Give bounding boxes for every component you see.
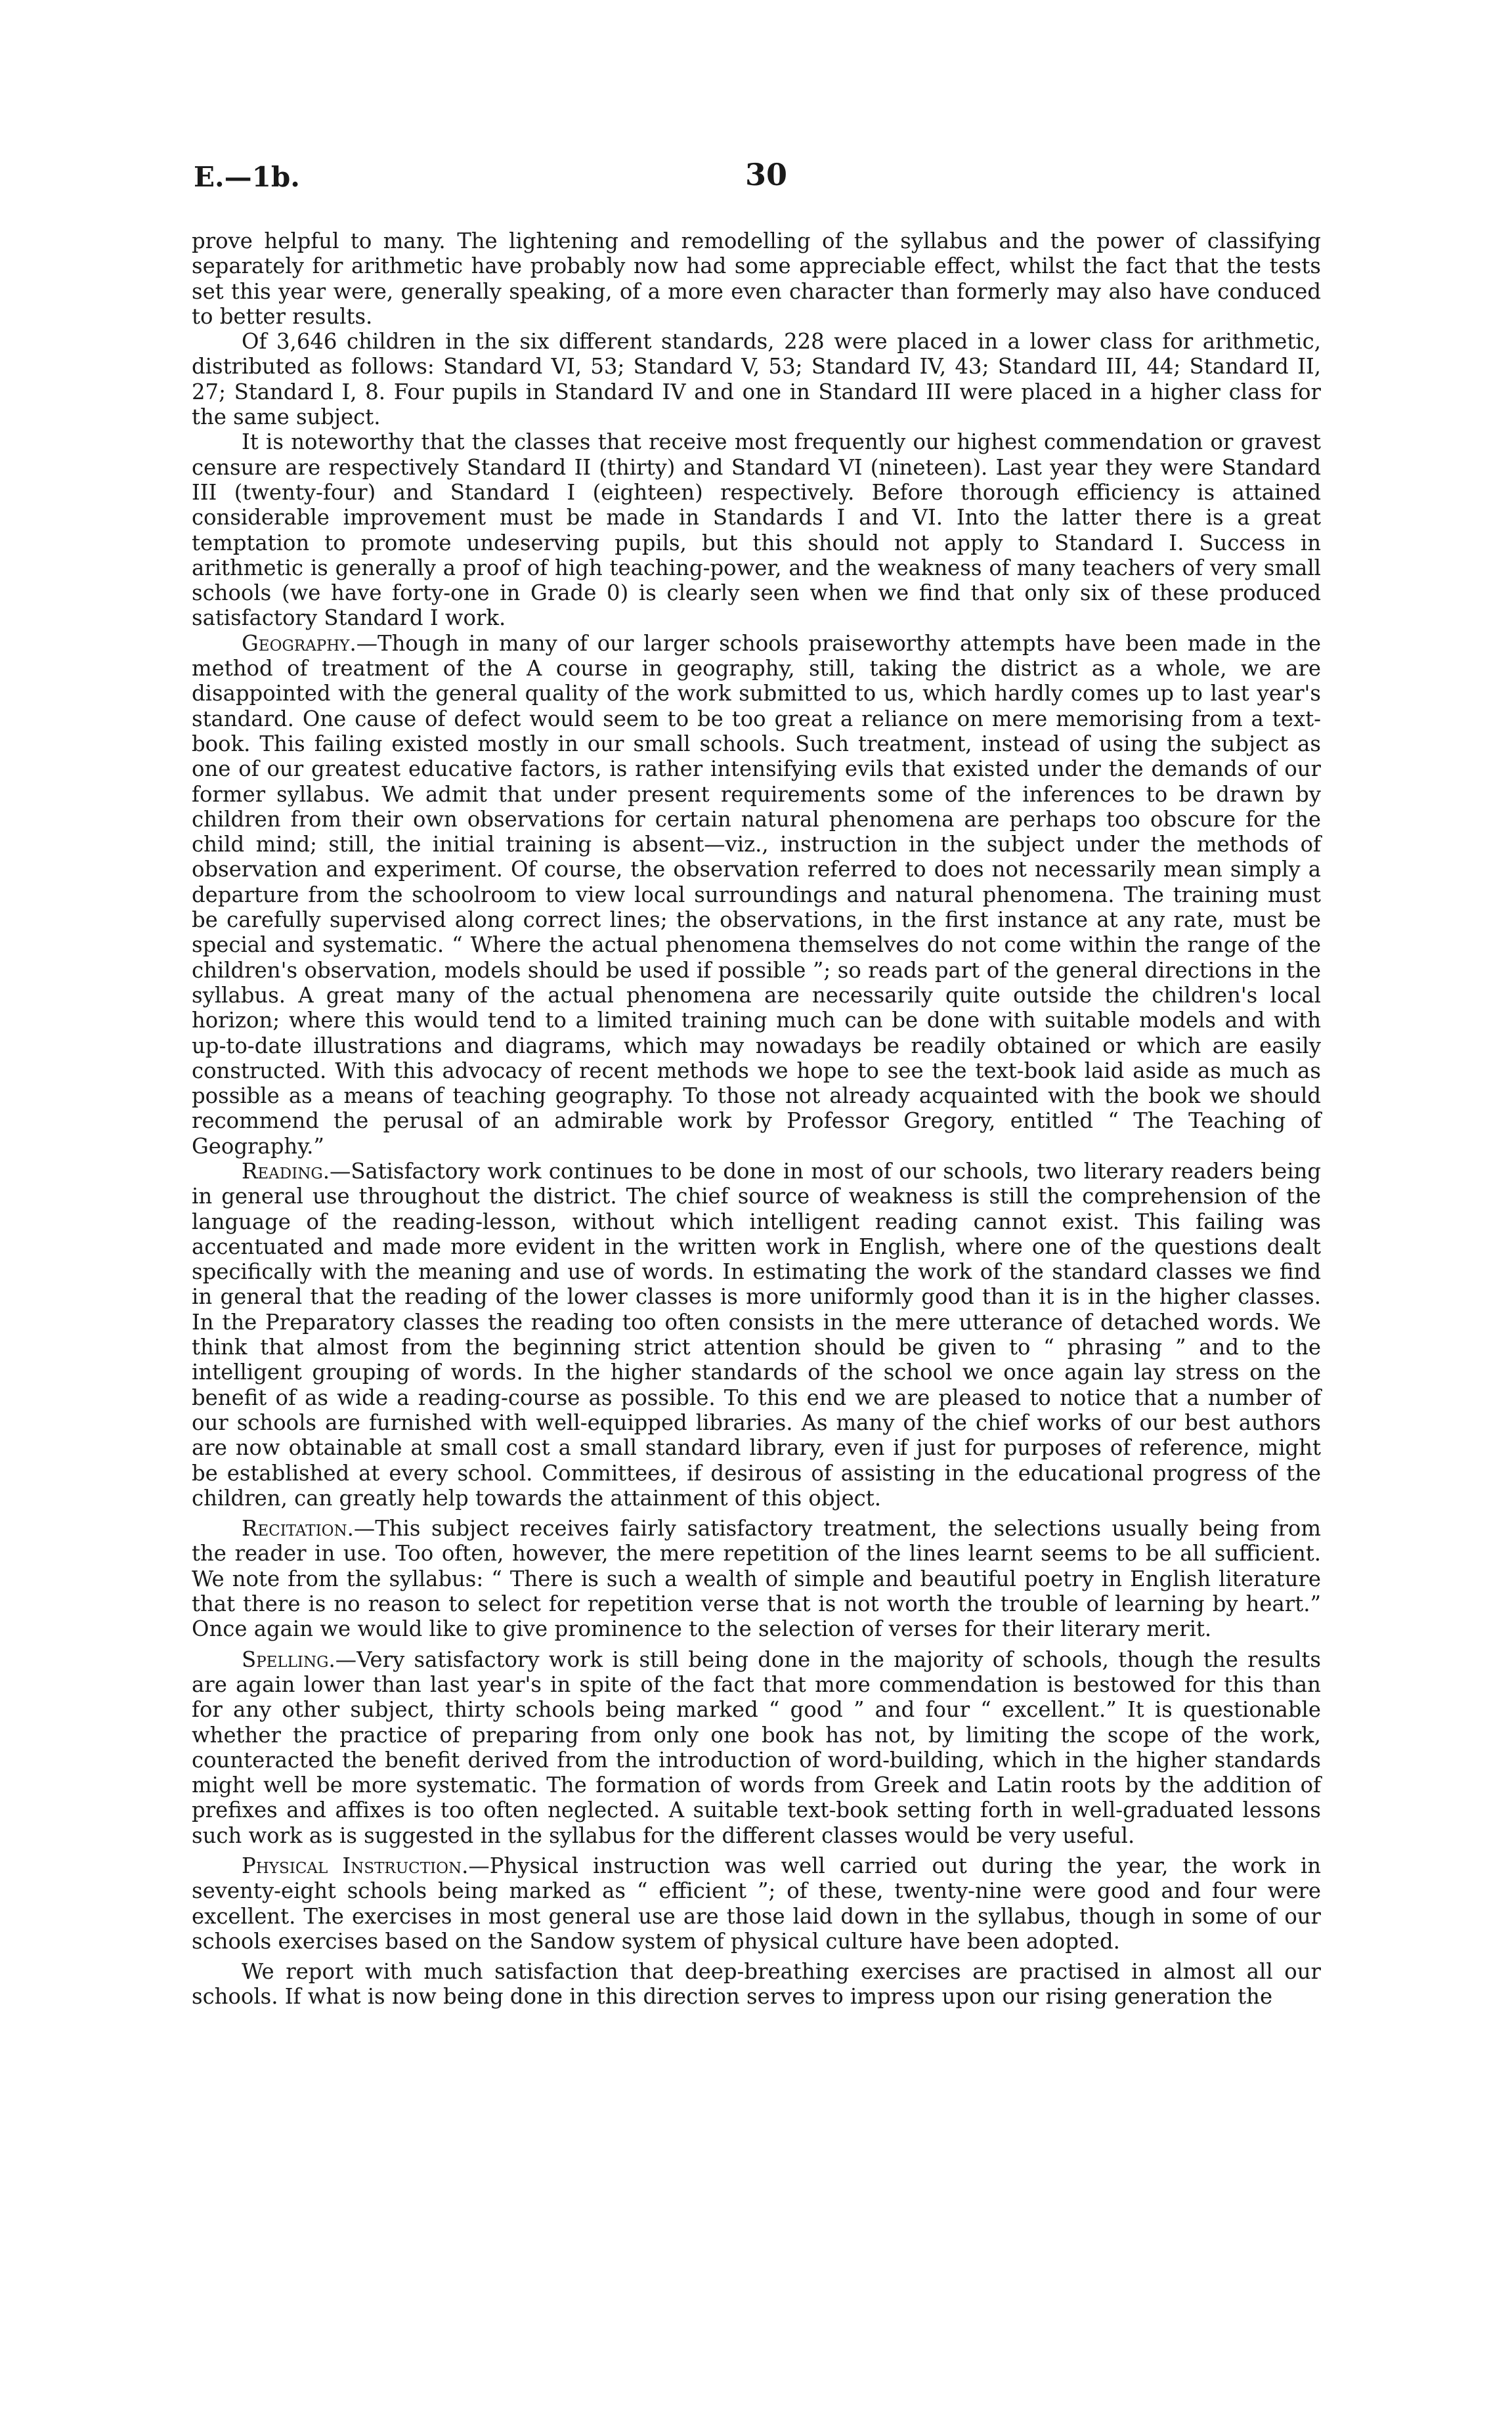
paragraph-text: —Physical instruction was well carried out during the year, the work in seventy-eight schools being marked as “ efficient ”; of these, twenty-nine were good and four were excellent. The exercises in most general use are those laid down in the syllabus, though in some of our schools exercises based on the Sandow system of physical culture have been adopted. <box>192 1853 1321 1954</box>
section-heading-spelling: Spelling. <box>242 1647 335 1672</box>
paragraph-text: It is noteworthy that the classes that receive most frequently our highest commendation or gravest censure are respectively Standard II (thirty) and Standard VI (nineteen). Last year they were Standard III (twenty-four) and Standard I (eighteen) respectively. Before thorough efficiency is attained considerable improvement must be made in Standards I and VI. Into the latter there is a great temptation to promote undeserving pupils, but this should not apply to Standard I. Success in arithmetic is generally a proof of high teaching-power, and the weakness of many teachers of very small schools (we have forty-one in Grade 0) is clearly seen when we find that only six of these produced satisfactory Standard I work. <box>192 429 1321 631</box>
paragraph-arithmetic-distribution <box>192 329 1321 429</box>
paragraph-arithmetic-standards <box>192 429 1321 630</box>
paragraph-geography <box>192 631 1321 1159</box>
paragraph-text: We report with much satisfaction that deep-breathing exercises are practised in almost all our schools. If what is now being done in this direction serves to impress upon our rising generation the <box>192 1959 1321 2010</box>
paragraph-text: —Very satisfactory work is still being done in the majority of schools, though the results are again lower than last year's in spite of the fact that more commendation is bestowed for this than for any other subject, thirty schools being marked “ good ” and four “ excellent.” It is questionable whether the practice of preparing from only one book has not, by limiting the scope of the work, counteracted the benefit derived from the introduction of word-building, which in the higher standards might well be more systematic. The formation of words from Greek and Latin roots by the addition of prefixes and affixes is too often neglected. A suitable text-book setting forth in well-graduated lessons such work as is suggested in the syllabus for the different classes would be very useful. <box>192 1647 1321 1848</box>
page-header <box>194 157 1323 200</box>
section-heading-physical-instruction: Physical Instruction. <box>242 1853 469 1878</box>
report-body <box>192 228 1321 2010</box>
document-reference: E.—1b. <box>194 161 300 193</box>
paragraph-text: —Satisfactory work continues to be done in most of our schools, two literary readers being in general use throughout the district. The chief source of weakness is still the comprehension of the language of the reading-lesson, without which intelligent reading cannot exist. This failing was accentuated and made more evident in the written work in English, where one of the questions dealt specifically with the meaning and use of words. In estimating the work of the standard classes we find in general that the reading of the lower classes is more uniformly good than it is in the higher classes. In the Preparatory classes the reading too often consists in the mere utterance of detached words. We think that almost from the beginning strict attention should be given to “ phrasing ” and to the intelligent grouping of words. In the higher standards of the school we once again lay stress on the benefit of as wide a reading-course as possible. To this end we are pleased to notice that a number of our schools are furnished with well-equipped libraries. As many of the chief works of our best authors are now obtainable at small cost a small standard library, even if just for purposes of reference, might be established at every school. Committees, if desirous of assisting in the educational progress of the children, can greatly help towards the attainment of this object. <box>192 1158 1321 1511</box>
paragraph-text: —This subject receives fairly satisfactory treatment, the selections usually being from the reader in use. Too often, however, the mere repetition of the lines learnt seems to be all sufficient. We note from the syllabus: “ There is such a wealth of simple and beautiful poetry in English literature that there is no reason to select for repetition verse that is not worth the trouble of learning by heart.” Once again we would like to give prominence to the selection of verses for their literary merit. <box>192 1516 1321 1642</box>
paragraph-text: prove helpful to many. The lightening and remodelling of the syllabus and the power of classifying separately for arithmetic have probably now had some appreciable effect, whilst the fact that the tests set this year were, generally speaking, of a more even character than formerly may also have conduced to better results. <box>192 228 1321 329</box>
page-number: 30 <box>745 157 788 192</box>
paragraph-reading <box>192 1159 1321 1511</box>
section-heading-recitation: Recitation. <box>242 1516 354 1541</box>
paragraph-recitation <box>192 1516 1321 1641</box>
section-heading-geography: Geography. <box>242 630 356 656</box>
paragraph-text: —Though in many of our larger schools praiseworthy attempts have been made in the method of treatment of the A course in geography, still, taking the district as a whole, we are disappointed with the general quality of the work submitted to us, which hardly comes up to last year's standard. One cause of defect would seem to be too great a reliance on mere memorising from a text-book. This failing existed mostly in our small schools. Such treatment, instead of using the subject as one of our greatest educative factors, is rather intensifying evils that existed under the demands of our former syllabus. We admit that under present requirements some of the inferences to be drawn by children from their own observations for certain natural phenomena are perhaps too obscure for the child mind; still, the initial training is absent—viz., instruction in the subject under the methods of observation and experiment. Of course, the observation referred to does not necessarily mean simply a departure from the schoolroom to view local surroundings and natural phenomena. The training must be carefully supervised along correct lines; the observations, in the first instance at any rate, must be special and systematic. “ Where the actual phenomena themselves do not come within the range of the children's observation, models should be used if possible ”; so reads part of the general directions in the syllabus. A great many of the actual phenomena are necessarily quite outside the children's local horizon; where this would tend to a limited training much can be done with suitable models and with up-to-date illustrations and diagrams, which may nowadays be readily obtained or which are easily constructed. With this advocacy of recent methods we hope to see the text-book laid aside as much as possible as a means of teaching geography. To those not already acquainted with the book we should recommend the perusal of an admirable work by Professor Gregory, entitled “ The Teaching of Geography.” <box>192 630 1321 1159</box>
paragraph-arithmetic-intro <box>192 228 1321 329</box>
paragraph-deep-breathing <box>192 1959 1321 2010</box>
paragraph-physical-instruction <box>192 1853 1321 1954</box>
section-heading-reading: Reading. <box>242 1158 330 1184</box>
paragraph-spelling <box>192 1647 1321 1848</box>
paragraph-text: Of 3,646 children in the six different standards, 228 were placed in a lower class for arithmetic, distributed as follows: Standard VI, 53; Standard V, 53; Standard IV, 43; Standard III, 44; Standard II, 27; Standard I, 8. Four pupils in Standard IV and one in Standard III were placed in a higher class for the same subject. <box>192 329 1321 430</box>
